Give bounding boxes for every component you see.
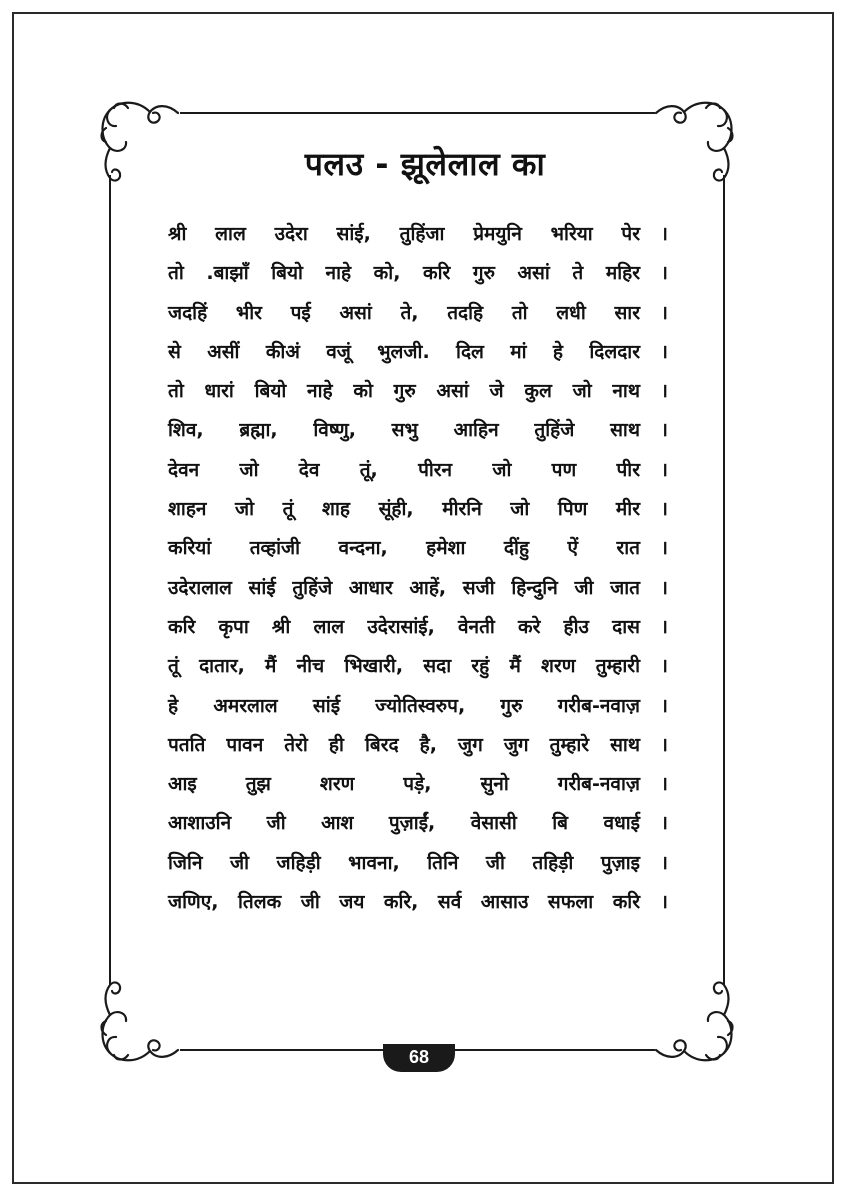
verse-end: । (660, 262, 668, 285)
verse-text: आइ तुझ शरण पड़े, सुनो गरीब-नवाज़ (168, 773, 640, 796)
verse-text: आशाउनि जी आश पुज़ाईं, वेसासी बि वधाई (168, 812, 640, 835)
scroll-ornament-icon (102, 982, 179, 1060)
verse-end: । (660, 458, 668, 481)
verse-text: पतति पावन तेरो ही बिरद है, जुग जुग तुम्हारे साथ (168, 733, 640, 756)
scroll-ornament-icon (656, 982, 733, 1060)
verse-end: । (660, 773, 668, 796)
verse-list (168, 220, 668, 927)
verse-text: जदहिं भीर पई असां ते, तदहि तो लधी सार (168, 301, 640, 324)
verse-end: । (660, 419, 668, 442)
verse-line (168, 613, 668, 652)
verse-line (168, 574, 668, 613)
verse-line (168, 416, 668, 455)
verse-text: शाहन जो तूं शाह सूंही, मीरनि जो पिण मीर (168, 498, 640, 521)
verse-text: शिव, ब्रह्मा, विष्णु, सभु आहिन तुहिंजे साथ (168, 419, 640, 442)
verse-text: से असीं कीअं वजूं भुलजी. दिल मां हे दिलदार (168, 340, 640, 363)
verse-line (168, 220, 668, 259)
verse-text: जिनि जी जहिड़ी भावना, तिनि जी तहिड़ी पुज़ाइ (168, 851, 640, 874)
verse-line (168, 652, 668, 691)
verse-end: । (660, 301, 668, 324)
verse-text: उदेरालाल सांई तुहिंजे आधार आहें, सजी हिन्दुनि जी जात (168, 576, 640, 599)
verse-end: । (660, 380, 668, 403)
verse-text: तूं दातार, मैं नीच भिखारी, सदा रहुं मैं शरण तुम्हारी (168, 655, 640, 678)
verse-line (168, 888, 668, 927)
verse-end: । (660, 498, 668, 521)
verse-end: । (660, 733, 668, 756)
verse-text: तो .बाझाँ बियो नाहे को, करि गुरु असां ते महिर (168, 262, 640, 285)
verse-end: । (660, 694, 668, 717)
verse-end: । (660, 340, 668, 363)
verse-line (168, 259, 668, 298)
verse-text: श्री लाल उदेरा सांई, तुहिंजा प्रेमयुनि भरिया पेर (168, 223, 640, 245)
verse-line (168, 849, 668, 888)
verse-end: । (660, 891, 668, 914)
verse-text: जणिए, तिलक जी जय करि, सर्व आसाउ सफला करि (168, 891, 640, 914)
verse-line (168, 692, 668, 731)
verse-text: करि कृपा श्री लाल उदेरासांई, वेनती करे हीउ दास (168, 615, 640, 638)
verse-line (168, 338, 668, 377)
verse-line (168, 534, 668, 573)
verse-line (168, 299, 668, 338)
verse-line (168, 495, 668, 534)
verse-text: हे अमरलाल सांई ज्योतिस्वरुप, गुरु गरीब-नवाज़ (168, 694, 640, 717)
verse-line (168, 731, 668, 770)
verse-end: । (660, 615, 668, 638)
verse-end: । (660, 223, 668, 245)
page-title: पलउ - झूलेलाल का (304, 145, 546, 183)
verse-end: । (660, 537, 668, 560)
page-number: 68 (383, 1044, 455, 1072)
verse-end: । (660, 576, 668, 599)
verse-line (168, 456, 668, 495)
verse-text: करियां तव्हांजी वन्दना, हमेशा दींहु ऐं रात (168, 537, 640, 560)
verse-end: । (660, 655, 668, 678)
verse-text: देवन जो देव तूं, पीरन जो पण पीर (168, 458, 640, 481)
verse-line (168, 770, 668, 809)
verse-line (168, 809, 668, 848)
verse-line (168, 377, 668, 416)
verse-end: । (660, 812, 668, 835)
verse-text: तो धारां बियो नाहे को गुरु असां जे कुल जो नाथ (168, 380, 640, 403)
verse-end: । (660, 851, 668, 874)
